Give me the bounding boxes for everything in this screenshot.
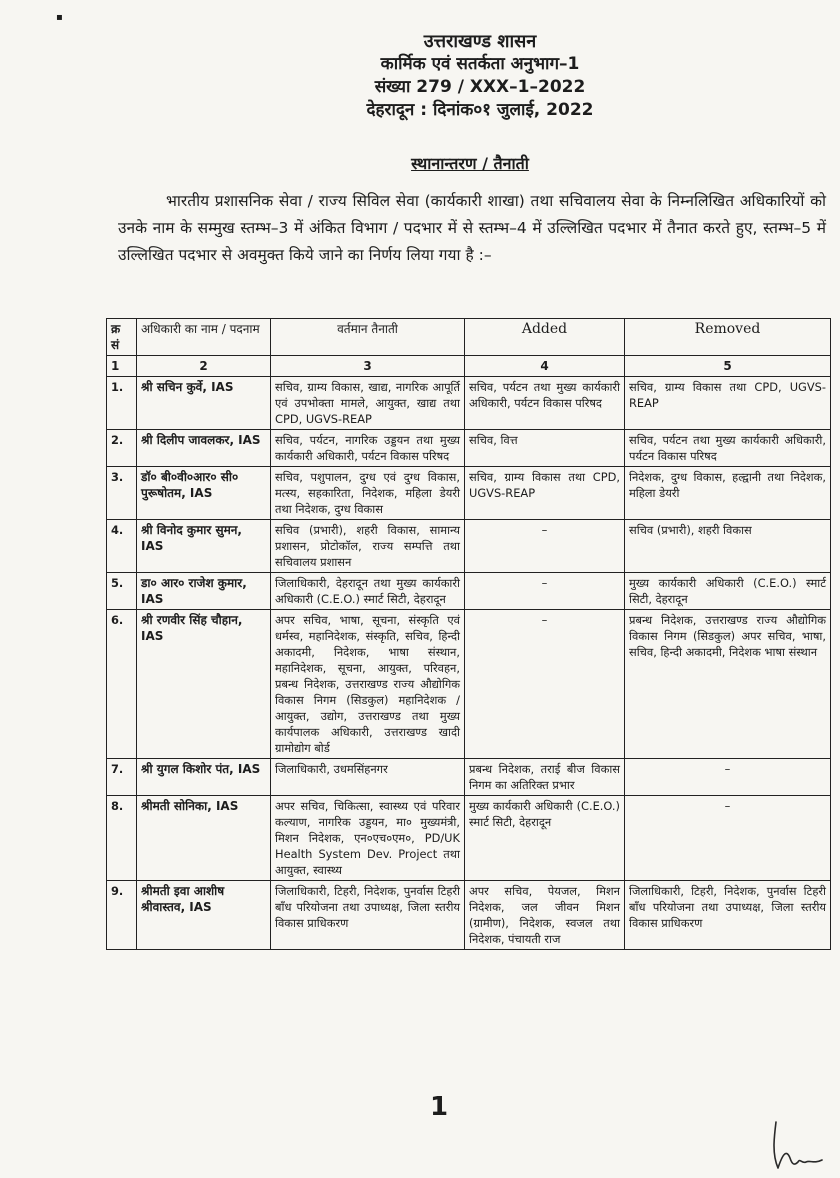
row-serial: 5. [107,573,137,610]
intro-paragraph: भारतीय प्रशासनिक सेवा / राज्य सिविल सेवा (कार्यकारी शाखा) तथा सचिवालय सेवा के निम्नलिखित अधिकारियों को उनके नाम के सम्मुख स्तम्भ–3 में अंकित विभाग / पदभार में से स्तम्भ–4 में उल्लिखित पदभार में तैनात करते हुए, स्तम्भ–5 में उल्लिखित पदभार से अवमुक्त किये जाने का निर्णय लिया गया है :– [118,192,826,264]
row-officer-name: डा० आर० राजेश कुमार, IAS [137,573,271,610]
table-row [107,573,831,610]
header-sn: क्र सं [107,319,137,356]
row-current-posting: सचिव, पशुपालन, दुग्ध एवं दुग्ध विकास, मत्स्य, सहकारिता, निदेशक, महिला डेयरी तथा निदेशक, दुग्ध विकास [271,467,465,520]
row-officer-name: श्रीमती इवा आशीष श्रीवास्तव, IAS [137,881,271,950]
transfer-table [106,318,831,950]
row-removed-posting: – [625,759,831,796]
row-current-posting: सचिव, ग्राम्य विकास, खाद्य, नागरिक आपूर्ति एवं उपभोक्ता मामले, आयुक्त, खाद्य तथा CPD, UGVS-REAP [271,377,465,430]
row-officer-name: श्री रणवीर सिंह चौहान, IAS [137,610,271,759]
row-serial: 4. [107,520,137,573]
row-removed-posting: प्रबन्ध निदेशक, उत्तराखण्ड राज्य औद्योगिक विकास निगम (सिडकुल) अपर सचिव, भाषा, सचिव, हिन्दी अकादमी, निदेशक भाषा संस्थान [625,610,831,759]
row-officer-name: श्री युगल किशोर पंत, IAS [137,759,271,796]
row-officer-name: श्री दिलीप जावलकर, IAS [137,430,271,467]
column-number: 1 [107,356,137,377]
header-date: देहरादून : दिनांक०१ जुलाई, 2022 [366,100,594,120]
document-header [0,30,840,122]
row-added-posting: सचिव, ग्राम्य विकास तथा CPD, UGVS-REAP [465,467,625,520]
row-removed-posting: निदेशक, दुग्ध विकास, हल्द्वानी तथा निदेशक, महिला डेयरी [625,467,831,520]
row-current-posting: जिलाधिकारी, उधमसिंहनगर [271,759,465,796]
row-removed-posting: – [625,796,831,881]
table-row [107,881,831,950]
row-added-posting: – [465,610,625,759]
row-serial: 9. [107,881,137,950]
column-number: 4 [465,356,625,377]
row-serial: 6. [107,610,137,759]
row-current-posting: जिलाधिकारी, देहरादून तथा मुख्य कार्यकारी अधिकारी (C.E.O.) स्मार्ट सिटी, देहरादून [271,573,465,610]
table-row [107,430,831,467]
row-added-posting: – [465,573,625,610]
row-serial: 1. [107,377,137,430]
row-added-posting: प्रबन्ध निदेशक, तराई बीज विकास निगम का अतिरिक्त प्रभार [465,759,625,796]
row-removed-posting: सचिव (प्रभारी), शहरी विकास [625,520,831,573]
row-serial: 8. [107,796,137,881]
row-officer-name: श्रीमती सोनिका, IAS [137,796,271,881]
row-officer-name: श्री सचिन कुर्वे, IAS [137,377,271,430]
row-serial: 7. [107,759,137,796]
subject-title: स्थानान्तरण / तैनाती [411,154,529,173]
signature [768,1118,830,1174]
row-added-posting: सचिव, पर्यटन तथा मुख्य कार्यकारी अधिकारी, पर्यटन विकास परिषद [465,377,625,430]
row-current-posting: अपर सचिव, चिकित्सा, स्वास्थ्य एवं परिवार कल्याण, नागरिक उड्डयन, मा० मुख्यमंत्री, मिशन निदेशक, एन०एच०एम०, PD/UK Health System Dev. Project तथा आयुक्त, स्वास्थ्य [271,796,465,881]
table-header-row [107,319,831,356]
row-removed-posting: सचिव, पर्यटन तथा मुख्य कार्यकारी अधिकारी, पर्यटन विकास परिषद [625,430,831,467]
row-current-posting: सचिव, पर्यटन, नागरिक उड्डयन तथा मुख्य कार्यकारी अधिकारी, पर्यटन विकास परिषद [271,430,465,467]
row-added-posting: सचिव, वित्त [465,430,625,467]
row-removed-posting: मुख्य कार्यकारी अधिकारी (C.E.O.) स्मार्ट सिटी, देहरादून [625,573,831,610]
row-added-posting: अपर सचिव, पेयजल, मिशन निदेशक, जल जीवन मिशन (ग्रामीण), निदेशक, स्वजल तथा निदेशक, पंचायती राज [465,881,625,950]
row-current-posting: अपर सचिव, भाषा, सूचना, संस्कृति एवं धर्मस्व, महानिदेशक, संस्कृति, सचिव, हिन्दी अकादमी, निदेशक, भाषा संस्थान, महानिदेशक, सूचना, आयुक्त, परिवहन, प्रबन्ध निदेशक, उत्तराखण्ड राज्य औद्योगिक विकास निगम (सिडकुल) महानिदेशक / आयुक्त, उद्योग, उत्तराखण्ड तथा मुख्य कार्यपालक अधिकारी, उत्तराखण्ड खादी ग्रामोद्योग बोर्ड [271,610,465,759]
header-current-posting: वर्तमान तैनाती [271,319,465,356]
header-officer: अधिकारी का नाम / पदनाम [137,319,271,356]
row-current-posting: सचिव (प्रभारी), शहरी विकास, सामान्य प्रशासन, प्रोटोकॉल, राज्य सम्पत्ति तथा सचिवालय प्रशासन [271,520,465,573]
header-department: कार्मिक एवं सतर्कता अनुभाग–1 [380,54,580,74]
row-removed-posting: सचिव, ग्राम्य विकास तथा CPD, UGVS-REAP [625,377,831,430]
column-number-row [107,356,831,377]
table-row [107,377,831,430]
row-removed-posting: जिलाधिकारी, टिहरी, निदेशक, पुनर्वास टिहरी बाँध परियोजना तथा उपाध्यक्ष, जिला स्तरीय विकास प्राधिकरण [625,881,831,950]
table-row [107,759,831,796]
row-current-posting: जिलाधिकारी, टिहरी, निदेशक, पुनर्वास टिहरी बाँध परियोजना तथा उपाध्यक्ष, जिला स्तरीय विकास प्राधिकरण [271,881,465,950]
table-row [107,520,831,573]
header-government: उत्तराखण्ड शासन [423,31,537,52]
row-serial: 2. [107,430,137,467]
scan-mark: ▪ [56,12,63,23]
row-officer-name: डॉ० बी०वी०आर० सी० पुरूषोतम, IAS [137,467,271,520]
table-row [107,467,831,520]
row-officer-name: श्री विनोद कुमार सुमन, IAS [137,520,271,573]
column-number: 3 [271,356,465,377]
column-number: 5 [625,356,831,377]
row-added-posting: – [465,520,625,573]
header-removed: Removed [625,319,831,356]
page-number: 1 [430,1092,449,1122]
table-row [107,796,831,881]
header-order-number: संख्या 279 / XXX–1–2022 [374,77,586,97]
row-added-posting: मुख्य कार्यकारी अधिकारी (C.E.O.) स्मार्ट सिटी, देहरादून [465,796,625,881]
row-serial: 3. [107,467,137,520]
column-number: 2 [137,356,271,377]
header-added: Added [465,319,625,356]
table-row [107,610,831,759]
